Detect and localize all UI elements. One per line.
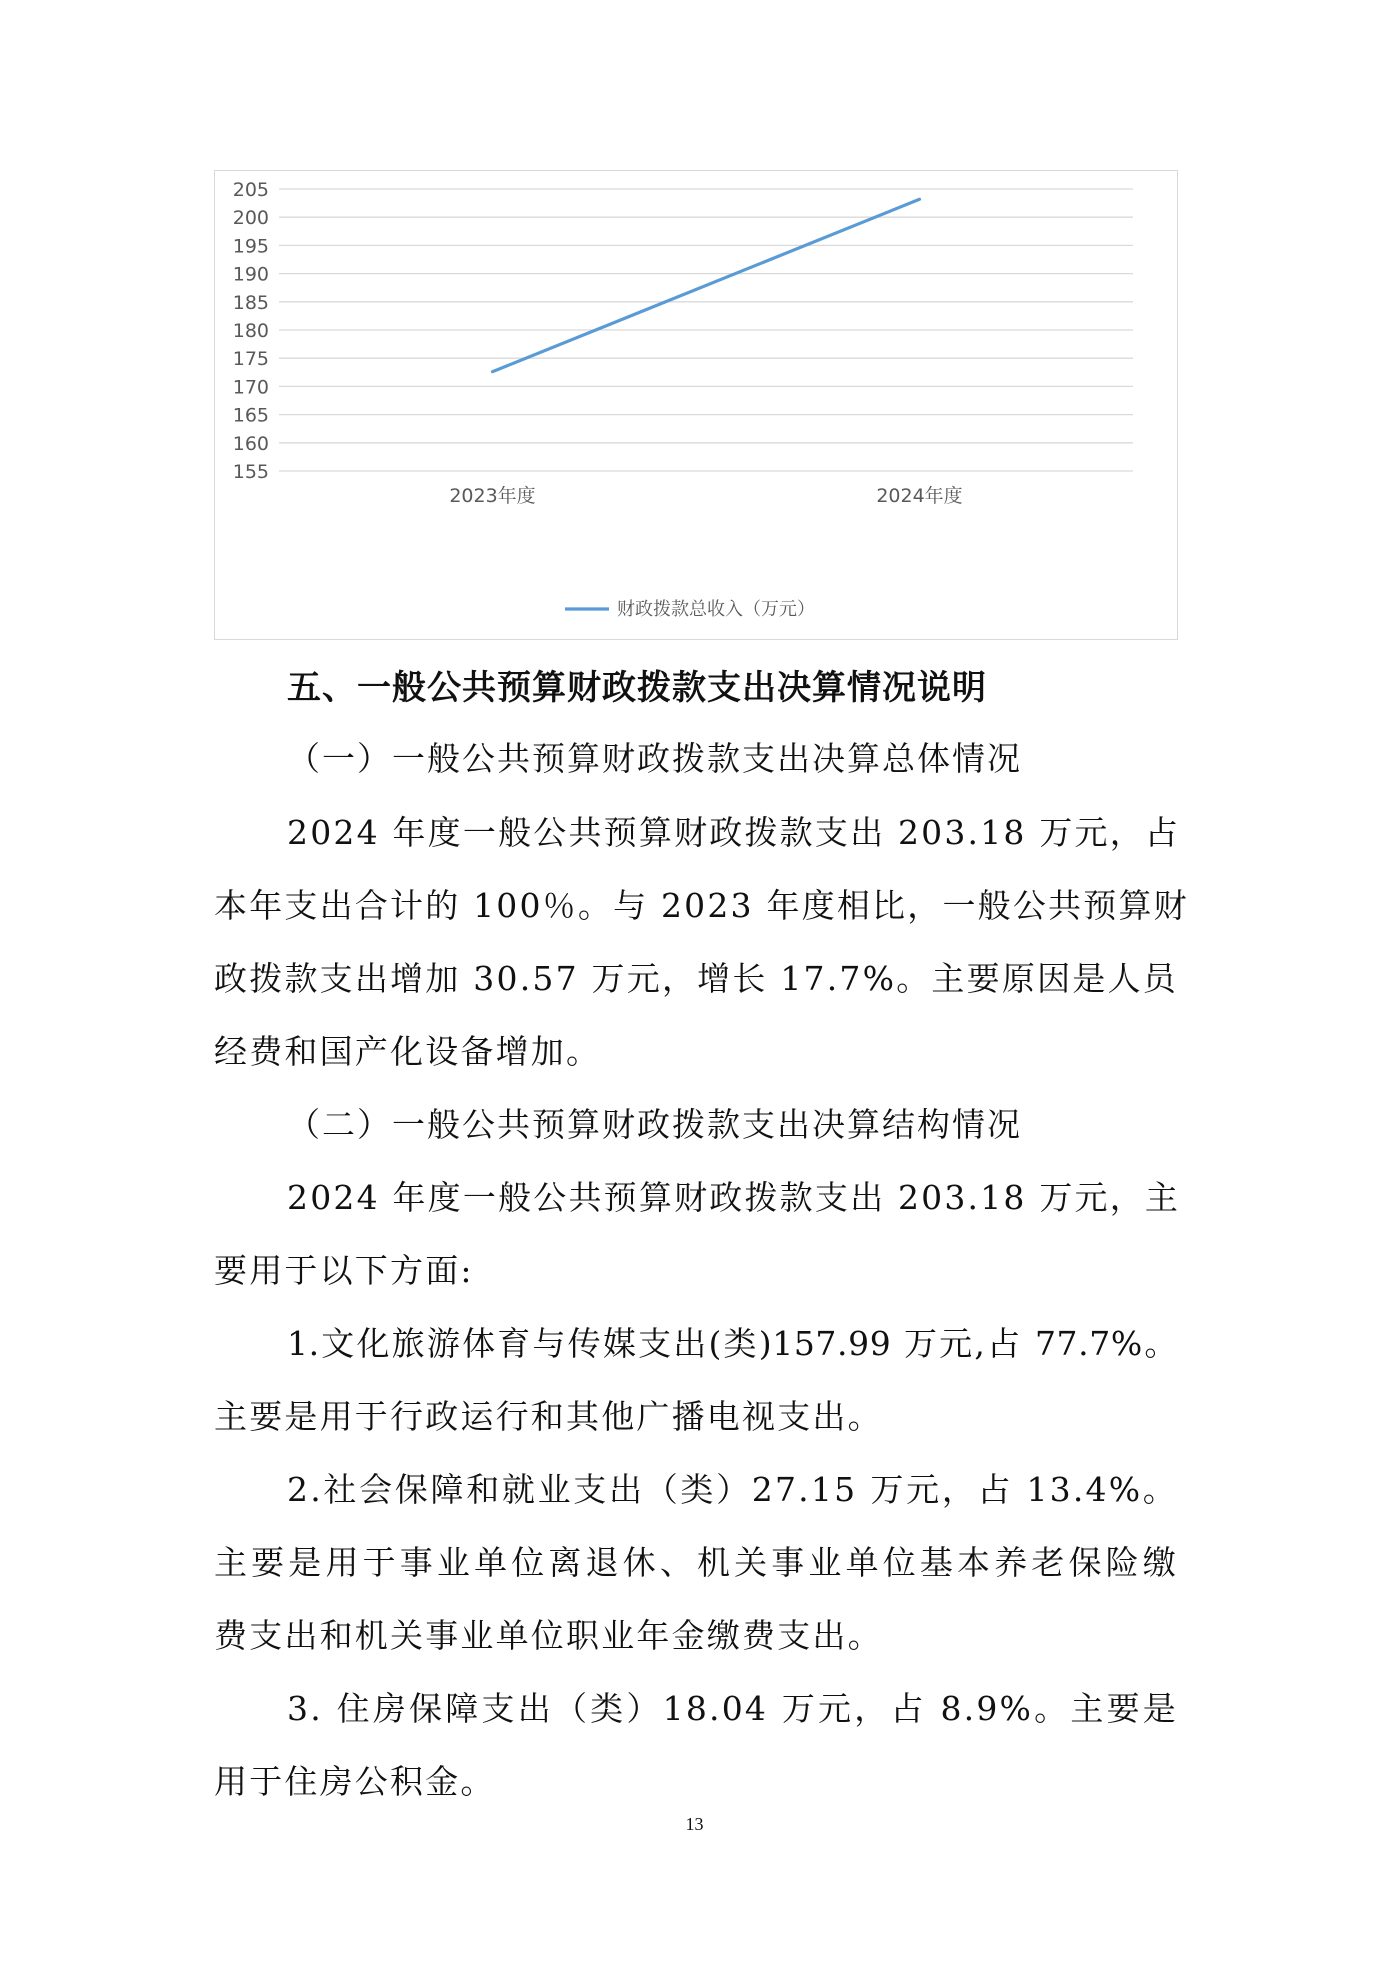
y-tick-label: 165 (232, 404, 269, 427)
y-tick-label: 195 (232, 235, 269, 258)
item-social-security-line-3: 费支出和机关事业单位职业年金缴费支出。 (214, 1616, 883, 1655)
page-number: 13 (685, 1814, 704, 1834)
x-category-label: 2023年度 (449, 485, 536, 507)
paragraph-structure-line-1: 2024 年度一般公共预算财政拨款支出 203.18 万元，主 (287, 1178, 1181, 1217)
paragraph-overall-line-4: 经费和国产化设备增加。 (214, 1032, 602, 1071)
item-social-security-line-2: 主要是用于事业单位离退休、机关事业单位基本养老保险缴 (214, 1543, 1178, 1582)
y-tick-label: 185 (232, 291, 269, 314)
y-tick-label: 170 (232, 376, 269, 399)
section-heading: 五、一般公共预算财政拨款支出决算情况说明 (287, 668, 987, 708)
item-housing-line-1: 3. 住房保障支出（类）18.04 万元，占 8.9%。主要是 (287, 1689, 1178, 1728)
item-culture-line-1: 1.文化旅游体育与传媒支出(类)157.99 万元,占 77.7%。 (287, 1324, 1178, 1363)
y-tick-label: 180 (232, 320, 269, 342)
revenue-line-chart (214, 170, 1178, 640)
chart-canvas (215, 171, 1179, 641)
paragraph-overall-line-3: 政拨款支出增加 30.57 万元，增长 17.7%。主要原因是人员 (214, 959, 1178, 998)
series-line-0 (493, 199, 920, 371)
y-tick-label: 200 (232, 207, 269, 230)
item-culture-line-2: 主要是用于行政运行和其他广播电视支出。 (214, 1397, 883, 1436)
paragraph-structure-line-2: 要用于以下方面: (214, 1251, 474, 1290)
item-social-security-line-1: 2.社会保障和就业支出（类）27.15 万元，占 13.4%。 (287, 1470, 1178, 1509)
subsection-heading-overall: （一）一般公共预算财政拨款支出决算总体情况 (287, 739, 1022, 778)
legend-label: 财政拨款总收入（万元） (617, 599, 815, 620)
item-housing-line-2: 用于住房公积金。 (214, 1762, 496, 1801)
y-tick-label: 190 (232, 263, 269, 286)
x-category-label: 2024年度 (876, 485, 963, 507)
subsection-heading-structure: （二）一般公共预算财政拨款支出决算结构情况 (287, 1105, 1022, 1144)
paragraph-overall-line-2: 本年支出合计的 100％。与 2023 年度相比，一般公共预算财 (214, 886, 1189, 925)
paragraph-overall-line-1: 2024 年度一般公共预算财政拨款支出 203.18 万元，占 (287, 813, 1181, 852)
y-tick-label: 160 (232, 432, 269, 455)
y-tick-label: 205 (232, 179, 269, 201)
y-tick-label: 155 (232, 461, 269, 483)
y-tick-label: 175 (232, 348, 269, 371)
